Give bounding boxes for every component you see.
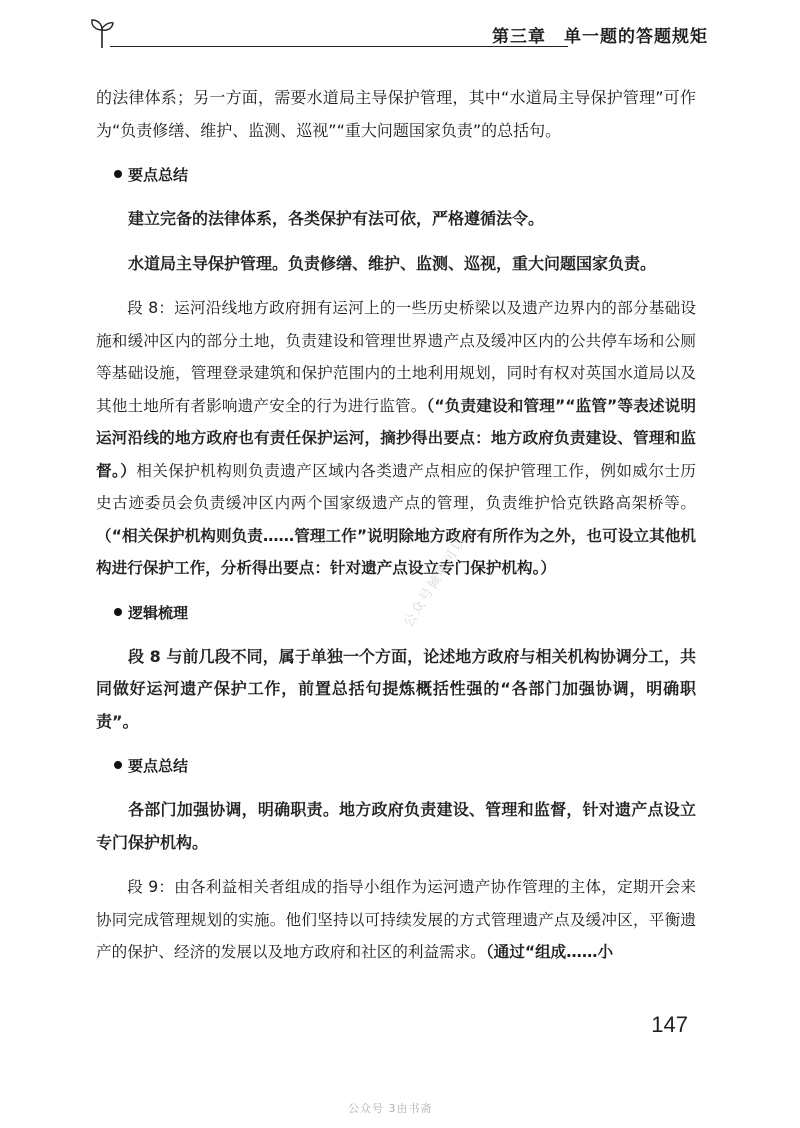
logic-paragraph: 段 8 与前几段不同，属于单独一个方面，论述地方政府与相关机构协调分工，共同做好运河遗产保护工作，前置总括句提炼概括性强的“各部门加强协调，明确职责”。 <box>96 646 696 731</box>
summary-point: 水道局主导保护管理。负责修缮、维护、监测、巡视，重大问题国家负责。 <box>128 253 657 273</box>
bullet-icon <box>114 608 122 616</box>
sprout-icon <box>88 14 116 50</box>
section-heading: 要点总结 <box>114 750 696 782</box>
page-body <box>96 82 696 981</box>
page-number: 147 <box>651 1012 688 1037</box>
watermark: 公众号倾听可以 <box>401 533 470 631</box>
chapter-title: 第三章 单一题的答题规矩 <box>492 27 708 47</box>
summary-point: 建立完备的法律体系，各类保护有法可依，严格遵循法令。 <box>128 209 545 228</box>
paragraph: 的法律体系；另一方面，需要水道局主导保护管理，其中“水道局主导保护管理”可作为“负责修缮、维护、监测、巡视”“重大问题国家负责”的总括句。 <box>96 88 696 140</box>
paragraph-9: 段 9：由各利益相关者组成的指导小组作为运河遗产协作管理的主体，定期开会来协同完成管理规划的实施。他们坚持以可持续发展的方式管理遗产点及缓冲区，平衡遗产的保护、经济的发展以及地方政府和社区的利益需求。（通过“组成……小 <box>96 878 696 961</box>
bullet-icon <box>114 170 122 178</box>
section-heading: 逻辑梳理 <box>114 597 696 629</box>
running-header <box>88 12 708 48</box>
paragraph-8: 段 8：运河沿线地方政府拥有运河上的一些历史桥梁以及遗产边界内的部分基础设施和缓冲区内的部分土地，负责建设和管理世界遗产点及缓冲区内的公共停车场和公厕等基础设施，管理登录建筑和保护范围内的土地利用规划，同时有权对英国水道局以及其他土地所有者影响遗产安全的行为进行监管。（“负责建设和管理”“监管”等表述说明运河沿线的地方政府也有责任保护运河，摘抄得出要点：地方政府负责建设、管理和监督。）相关保护机构则负责遗产区域内各类遗产点相应的保护管理工作，例如威尔士历史古迹委员会负责缓冲区内两个国家级遗产点的管理，负责维护恰克铁路高架桥等。（“相关保护机构则负责……管理工作”说明除地方政府有所作为之外，也可设立其他机构进行保护工作，分析得出要点：针对遗产点设立专门保护机构。） <box>96 299 696 577</box>
bullet-icon <box>114 761 122 769</box>
summary-point: 各部门加强协调，明确职责。地方政府负责建设、管理和监督，针对遗产点设立专门保护机构。 <box>96 800 696 852</box>
section-heading: 要点总结 <box>114 159 696 191</box>
footer-stamp: 公众号 3由书斋 <box>348 1102 433 1115</box>
